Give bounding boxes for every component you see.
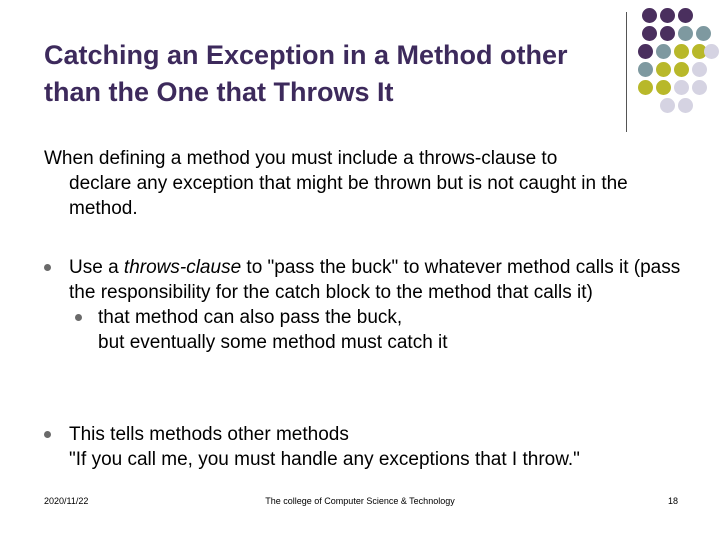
bullet-tells-methods: [44, 422, 684, 472]
bullet-line-2: "If you call me, you must handle any exceptions that I throw.": [69, 449, 580, 470]
bullet-body: [44, 255, 684, 355]
dot: [674, 44, 689, 59]
dot: [638, 44, 653, 59]
bullet-pass-the-buck: [44, 255, 684, 355]
bullet-body: [44, 422, 684, 472]
footer-center-text: The college of Computer Science & Technology: [265, 496, 455, 506]
intro-first-line: When defining a method you must include a throws-clause to: [44, 148, 558, 169]
bullet-line-1: This tells methods other methods: [69, 424, 349, 445]
dot: [678, 98, 693, 113]
slide-title: Catching an Exception in a Method other than the One that Throws It: [44, 40, 568, 107]
bullet-dot: [44, 431, 51, 438]
decorative-divider: [626, 12, 627, 132]
sub-bullet-line-1: that method can also pass the buck,: [98, 307, 403, 328]
intro-continuation: declare any exception that might be thrown but is not caught in the method.: [69, 173, 628, 219]
footer-date: 2020/11/22: [44, 496, 89, 506]
page-number: 18: [667, 496, 678, 506]
dot: [638, 62, 653, 77]
dot: [656, 80, 671, 95]
dot: [678, 8, 693, 23]
dot: [696, 26, 711, 41]
bullet-text-pre: Use a: [69, 257, 124, 278]
sub-bullet-dot: [75, 314, 82, 321]
dot: [656, 62, 671, 77]
dot: [678, 26, 693, 41]
dot: [704, 44, 719, 59]
sub-bullet: [69, 305, 684, 355]
sub-bullet-line-2: but eventually some method must catch it: [98, 332, 448, 353]
dot: [660, 98, 675, 113]
dot: [638, 80, 653, 95]
dot: [674, 80, 689, 95]
dot: [656, 44, 671, 59]
bullet-dot: [44, 264, 51, 271]
bullet-text-emphasis: throws-clause: [123, 257, 242, 278]
dot: [692, 62, 707, 77]
dot: [674, 62, 689, 77]
dot: [660, 26, 675, 41]
bullet-text-post: to "pass the buck" to whatever method calls it (pass the responsibility for the catch block to the method that calls it): [69, 257, 681, 303]
dot: [642, 8, 657, 23]
dot: [660, 8, 675, 23]
dot: [692, 80, 707, 95]
dot: [642, 26, 657, 41]
intro-paragraph: [44, 146, 684, 221]
